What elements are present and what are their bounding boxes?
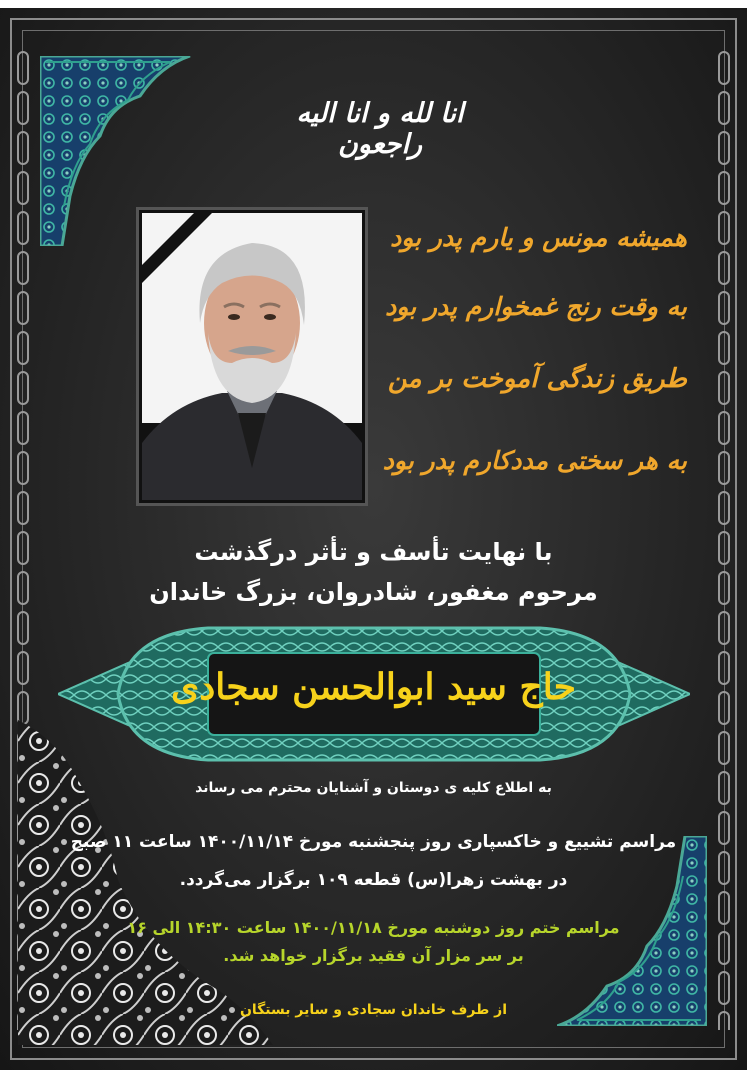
deceased-name: حاج سید ابوالحسن سجادی (171, 666, 576, 708)
funeral-info-line-1: مراسم تشییع و خاکسپاری روز پنجشنبه مورخ ۱۴۰۰/۱۱/۱۴ ساعت ۱۱ صبح (70, 832, 677, 852)
condolence-intro-line-1: با نهایت تأسف و تأثر درگذشت (194, 538, 553, 566)
condolence-intro-line-2: مرحوم مغفور، شادروان، بزرگ خاندان (149, 578, 598, 606)
memorial-info-line-1: مراسم ختم روز دوشنبه مورخ ۱۴۰۰/۱۱/۱۸ ساعت ۱۴:۳۰ الی ۱۶ (127, 918, 620, 937)
portrait-frame (136, 207, 368, 506)
funeral-info-line-2: در بهشت زهرا(س) قطعه ۱۰۹ برگزار می‌گردد. (179, 870, 568, 890)
family-signature: از طرف خاندان سجادی و سایر بستگان (239, 1002, 508, 1018)
memorial-info-line-2: بر سر مزار آن فقید برگزار خواهد شد. (223, 946, 524, 965)
quran-verse-calligraphy: انا لله و انا الیه راجعون (296, 98, 464, 160)
poem-line-4: به هر سختی مددکارم پدر بود (382, 446, 687, 475)
poem-line-2: به وقت رنج غمخوارم پدر بود (385, 292, 687, 321)
notice-text: به اطلاع کلیه ی دوستان و آشنایان محترم می رساند (195, 780, 552, 796)
poem-line-1: همیشه مونس و یارم پدر بود (390, 223, 687, 252)
obituary-card (0, 8, 747, 1070)
mourning-ribbon-icon (142, 213, 212, 283)
poem-line-3: طریق زندگی آموخت بر من (387, 364, 687, 394)
